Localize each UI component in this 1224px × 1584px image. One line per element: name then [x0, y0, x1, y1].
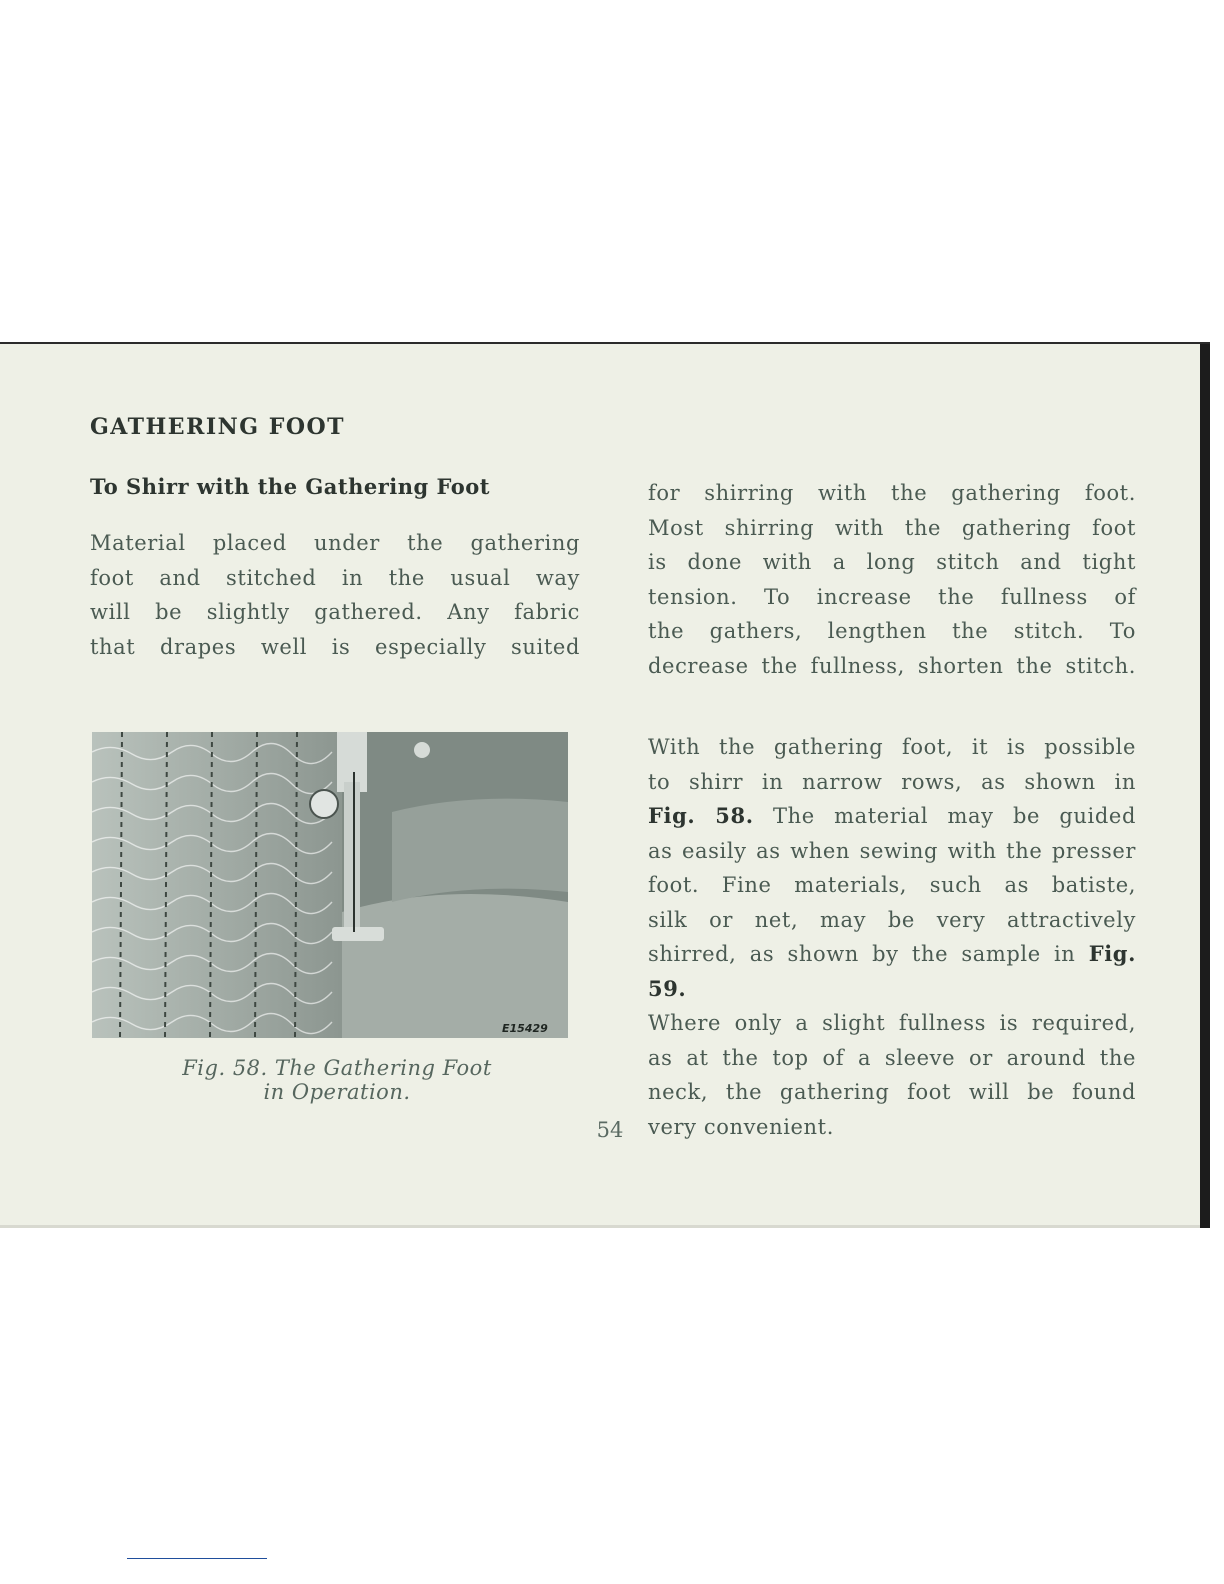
- section-title: GATHERING FOOT: [90, 414, 346, 440]
- text-line: Most shirring with the gathering foot: [648, 515, 1136, 540]
- text-line: tension. To increase the fullness of: [648, 584, 1136, 609]
- text-line: as easily as when sewing with the presser: [648, 838, 1136, 863]
- text-line: With the gathering foot, it is possible: [648, 735, 1136, 759]
- page-edge-shadow: [1200, 344, 1210, 1228]
- caption-line: Fig. 58. The Gathering Foot: [182, 1056, 492, 1080]
- right-column-paragraph-2: [648, 730, 1136, 1144]
- text-line: [648, 799, 1136, 834]
- text-line: foot. Fine materials, such as batiste,: [648, 873, 1136, 897]
- gathering-foot-illustration: [92, 732, 568, 1038]
- text-line: decrease the fullness, shorten the stitch.: [648, 653, 1136, 678]
- text-line: silk or net, may be very attractively: [648, 907, 1136, 932]
- text-line: [648, 937, 1136, 1006]
- subsection-title: To Shirr with the Gathering Foot: [90, 474, 491, 499]
- text-line: very convenient.: [648, 1114, 834, 1139]
- figure-code-label: E15429: [502, 1022, 548, 1035]
- text-fragment: The material may be guided: [753, 804, 1136, 828]
- text-line: is done with a long stitch and tight: [648, 550, 1136, 574]
- text-line: for shirring with the gathering foot.: [648, 481, 1136, 505]
- text-line: that drapes well is especially suited: [90, 634, 580, 659]
- text-line: neck, the gathering foot will be found: [648, 1080, 1136, 1104]
- figure-reference: Fig. 58.: [648, 803, 754, 828]
- caption-line: in Operation.: [263, 1080, 411, 1104]
- page-number: 54: [596, 1118, 624, 1142]
- footnote-rule: [127, 1558, 267, 1559]
- text-line: foot and stitched in the usual way: [90, 565, 580, 590]
- figure-reference: Fig. 59.: [648, 941, 1136, 1001]
- text-line: the gathers, lengthen the stitch. To: [648, 619, 1136, 643]
- figure-caption: [92, 1056, 582, 1104]
- text-line: Material placed under the gathering: [90, 531, 580, 555]
- manual-page: [0, 342, 1210, 1228]
- text-line: Where only a slight fullness is required,: [648, 1011, 1136, 1035]
- right-column-paragraph-1: [648, 476, 1136, 683]
- text-line: to shirr in narrow rows, as shown in: [648, 769, 1136, 794]
- text-line: as at the top of a sleeve or around the: [648, 1045, 1136, 1070]
- text-line: will be slightly gathered. Any fabric: [90, 600, 580, 624]
- figure-photo-gathering-foot: [92, 732, 568, 1038]
- left-column-text: [90, 526, 580, 664]
- text-fragment: shirred, as shown by the sample in: [648, 942, 1089, 966]
